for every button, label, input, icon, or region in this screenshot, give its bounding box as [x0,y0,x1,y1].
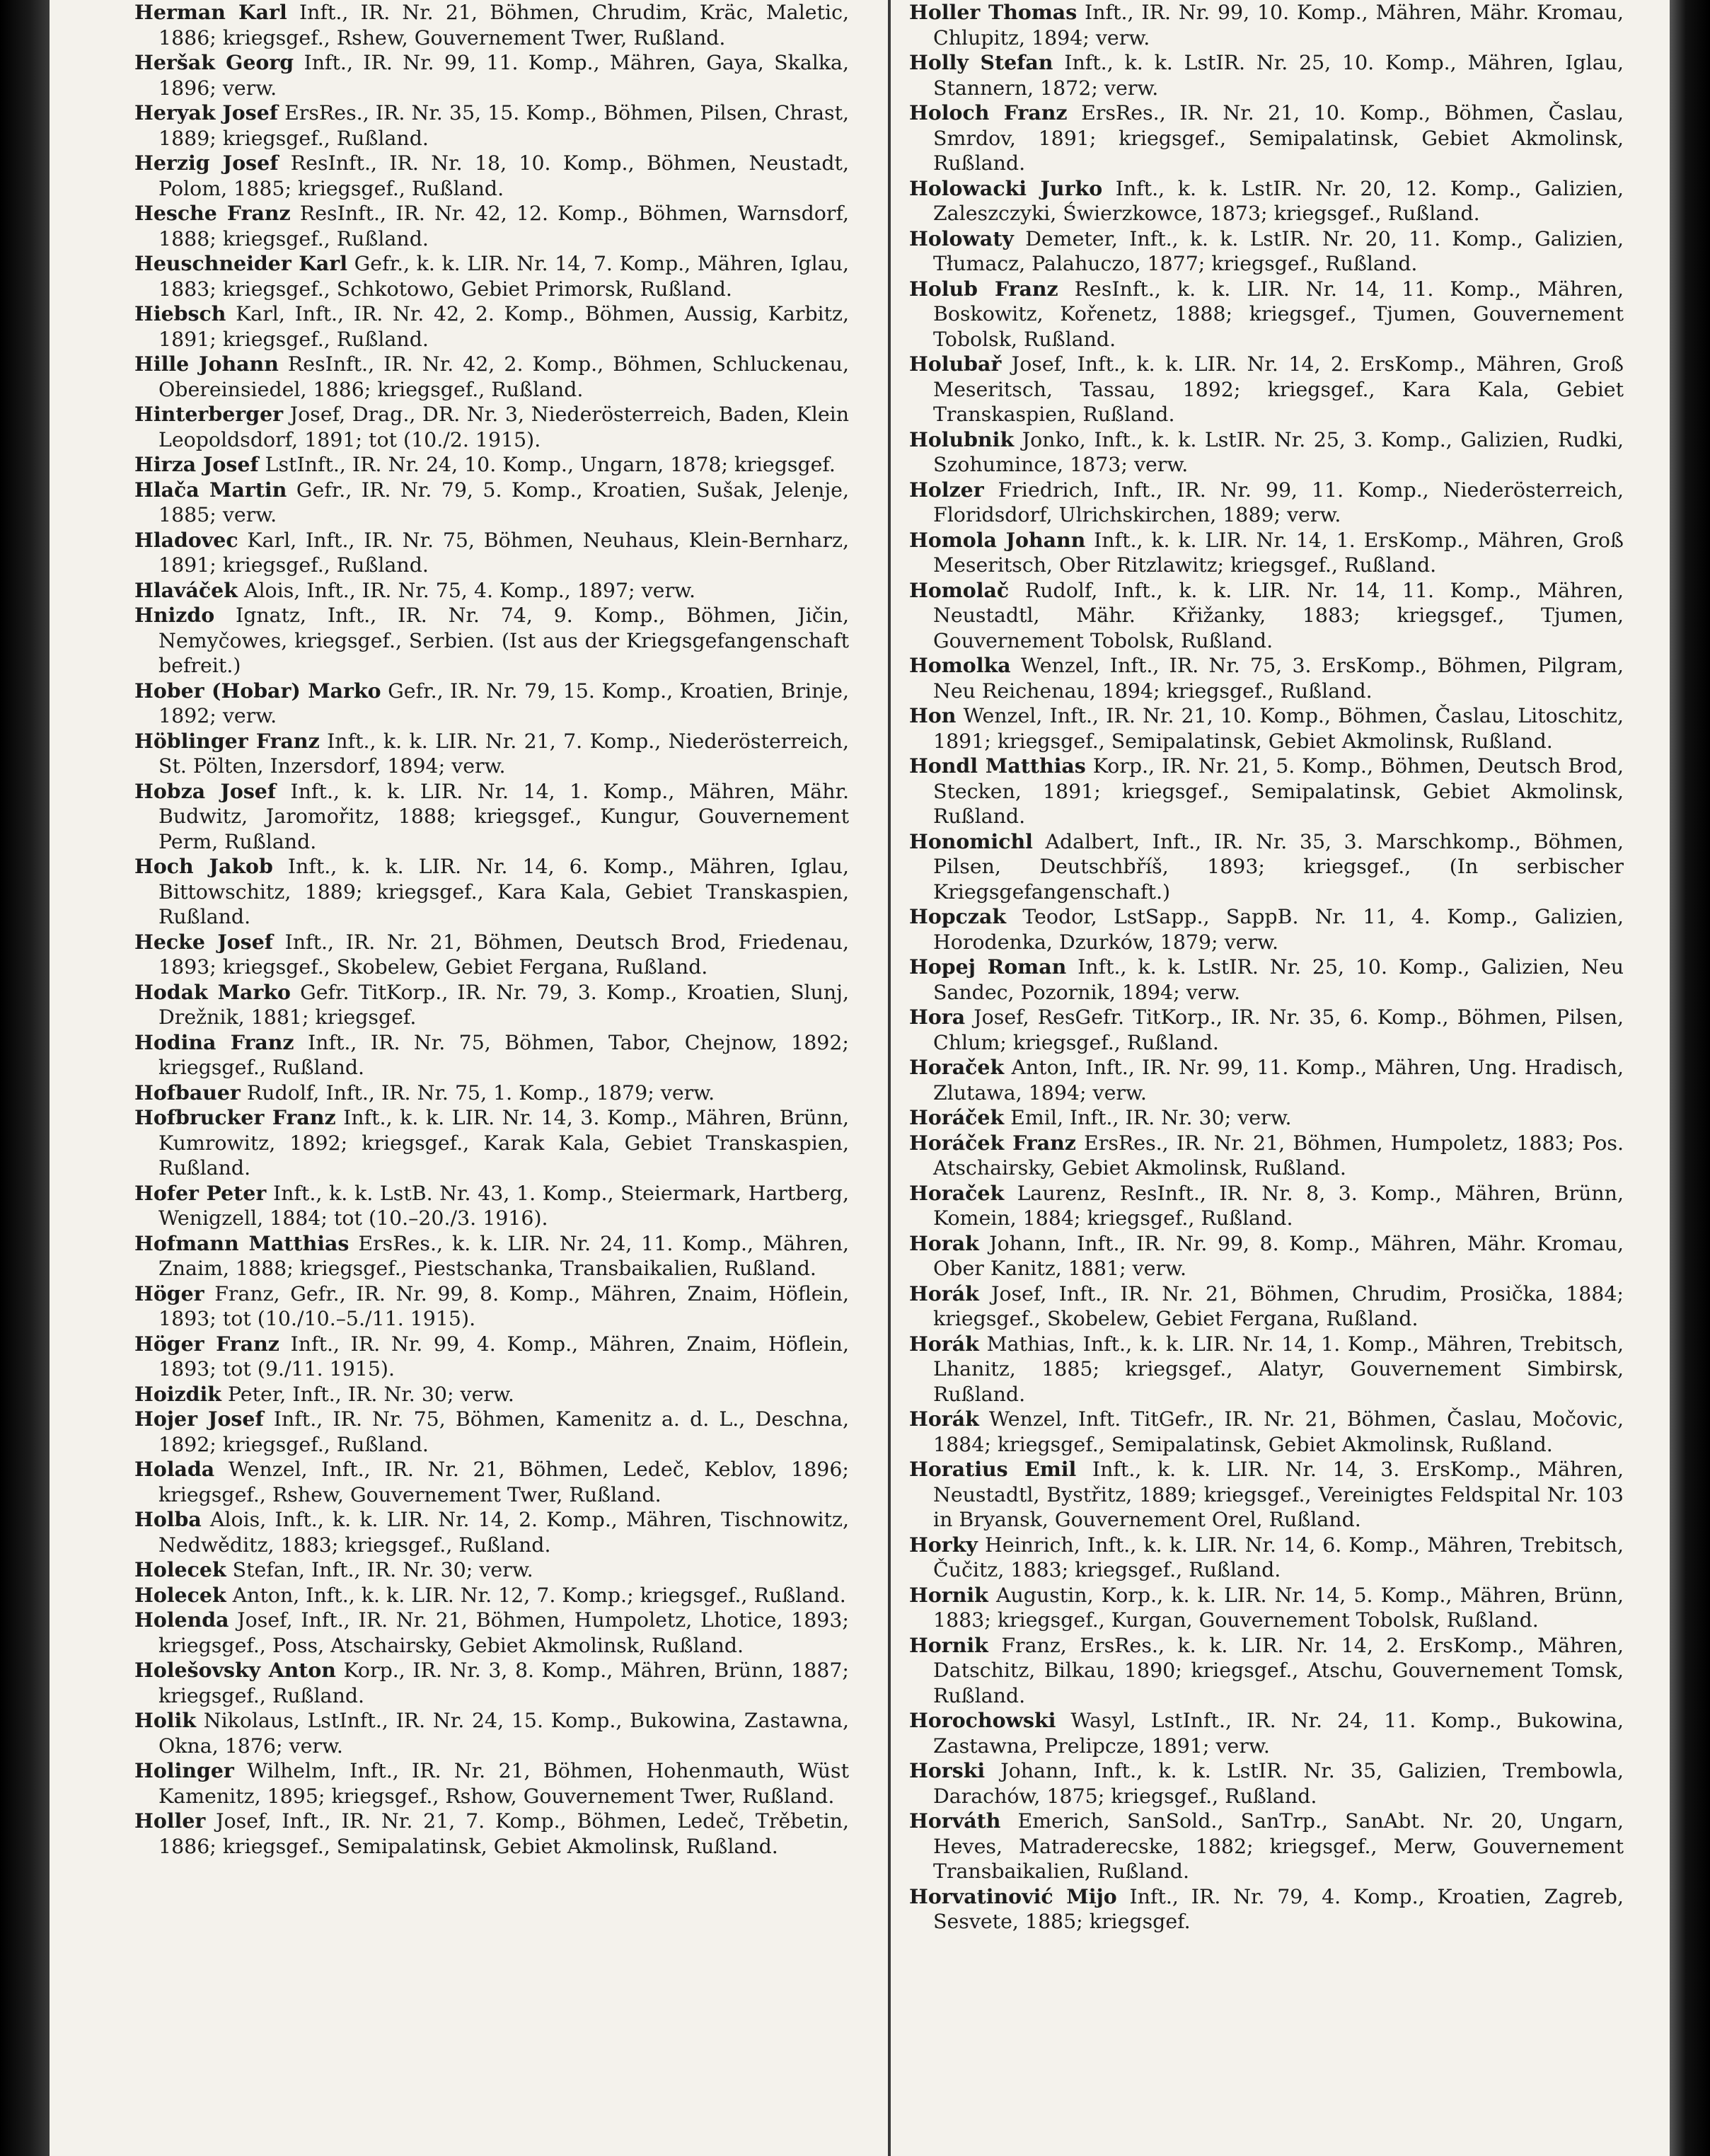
entry-surname: Hon [909,703,957,727]
entry-details: Korp., IR. Nr. 21, 5. Komp., Böhmen, Deutsch Brod, Stecken, 1891; kriegsgef., Semipalatinsk, Gebiet Akmolinsk, Rußland. [933,754,1624,828]
register-entry [909,578,1624,654]
register-entry [909,50,1624,100]
register-entry [134,1231,849,1281]
entry-surname: Hlača Martin [134,477,287,502]
entry-details: Gefr., k. k. LIR. Nr. 14, 7. Komp., Mähren, Iglau, 1883; kriegsgef., Schkotowo, Gebiet Primorsk, Rußland. [158,252,849,301]
entry-surname: Herzig Josef [134,151,279,175]
entry-details: Inft., IR. Nr. 21, Böhmen, Chrudim, Kräc, Maletic, 1886; kriegsgef., Rshew, Gouvernement Twer, Rußland. [158,1,849,50]
entry-details: Anton, Inft., IR. Nr. 99, 11. Komp., Mähren, Ung. Hradisch, Zlutawa, 1894; verw. [933,1056,1624,1105]
entry-surname: Hille Johann [134,352,279,376]
page-edge-right [1670,0,1710,2156]
entry-details: LstInft., IR. Nr. 24, 10. Komp., Ungarn, 1878; kriegsgef. [258,453,836,476]
entry-details: Peter, Inft., IR. Nr. 30; verw. [221,1382,514,1406]
entry-details: Josef, ResGefr. TitKorp., IR. Nr. 35, 6. Komp., Böhmen, Pilsen, Chlum; kriegsgef., Rußland. [933,1005,1624,1054]
entry-details: Friedrich, Inft., IR. Nr. 99, 11. Komp., Niederösterreich, Floridsdorf, Ulrichskirchen, 1889; verw. [933,478,1624,526]
entry-surname: Horky [909,1532,978,1557]
column-divider [888,0,891,2156]
register-entry [134,1457,849,1507]
entry-details: ErsRes., IR. Nr. 35, 15. Komp., Böhmen, Pilsen, Chrast, 1889; kriegsgef., Rußland. [158,101,849,150]
entry-surname: Holešovsky Anton [134,1658,336,1682]
entry-surname: Herman Karl [134,0,287,24]
entry-surname: Hober (Hobar) Marko [134,678,381,703]
entry-surname: Hodak Marko [134,979,291,1004]
register-entry [134,729,849,779]
entry-surname: Holecek [134,1582,226,1607]
entry-surname: Holba [134,1507,202,1531]
register-entry [909,904,1624,955]
entry-details: Johann, Inft., IR. Nr. 99, 8. Komp., Mähren, Mähr. Kromau, Ober Kanitz, 1881; verw. [933,1231,1624,1280]
register-entry [134,478,849,528]
register-entry [134,452,849,478]
entry-details: Wenzel, Inft. TitGefr., IR. Nr. 21, Böhmen, Časlau, Močovic, 1884; kriegsgef., Semipalatinsk, Gebiet Akmolinsk, Rußland. [933,1407,1624,1456]
entry-details: Adalbert, Inft., IR. Nr. 35, 3. Marschkomp., Böhmen, Pilsen, Deutschbříš, 1893; kriegsgef., (In serbischer Kriegsgefangenschaft.) [933,829,1624,904]
register-entry [909,1583,1624,1633]
entry-surname: Holly Stefan [909,50,1053,74]
register-entry [134,930,849,980]
register-entry [134,1105,849,1181]
entry-surname: Hofer Peter [134,1180,267,1205]
entry-surname: Horáček [909,1105,1005,1129]
entry-surname: Horáček Franz [909,1130,1076,1155]
entry-details: Augustin, Korp., k. k. LIR. Nr. 14, 5. Komp., Mähren, Brünn, 1883; kriegsgef., Kurgan, Gouvernement Tobolsk, Rußland. [933,1583,1624,1632]
entry-surname: Holenda [134,1608,229,1632]
register-entry [134,1809,849,1859]
entry-surname: Horák [909,1281,979,1305]
entry-surname: Hopczak [909,904,1007,928]
entry-surname: Hondl Matthias [909,754,1086,778]
register-entry [909,478,1624,528]
entry-surname: Hiebsch [134,301,226,325]
register-entry [909,1332,1624,1407]
register-entry [909,1758,1624,1809]
entry-details: ErsRes., IR. Nr. 21, Böhmen, Humpoletz, 1883; Pos. Atschairsky, Gebiet Akmolinsk, Rußland. [933,1131,1624,1180]
entry-details: Inft., k. k. LstIR. Nr. 25, 10. Komp., Mähren, Iglau, Stannern, 1872; verw. [933,51,1624,100]
entry-details: Wilhelm, Inft., IR. Nr. 21, Böhmen, Hohenmauth, Wüst Kamenitz, 1895; kriegsgef., Rshow, Gouvernement Twer, Rußland. [158,1759,849,1808]
register-entry [909,277,1624,352]
entry-surname: Horaček [909,1180,1005,1205]
register-entry [909,754,1624,829]
register-entry [909,1884,1624,1935]
register-entry [909,703,1624,754]
register-entry [134,779,849,855]
entry-details: Korp., IR. Nr. 3, 8. Komp., Mähren, Brünn, 1887; kriegsgef., Rußland. [158,1659,849,1707]
register-entry [909,653,1624,703]
register-entry [909,1105,1624,1131]
register-entry [134,0,849,50]
entry-details: ErsRes., IR. Nr. 21, 10. Komp., Böhmen, Časlau, Smrdov, 1891; kriegsgef., Semipalatinsk, Gebiet Akmolinsk, Rußland. [933,101,1624,175]
register-entry [909,1809,1624,1884]
entry-surname: Horochowski [909,1708,1056,1732]
entry-surname: Hofmann Matthias [134,1230,349,1255]
register-entry [134,1080,849,1106]
register-entry [909,1533,1624,1583]
entry-surname: Hesche Franz [134,201,291,225]
register-entry [134,402,849,452]
entry-surname: Horák [909,1407,979,1431]
register-entry [909,528,1624,578]
register-entry [134,1507,849,1557]
right-column [909,0,1624,2156]
entry-surname: Horvatinović Mijo [909,1884,1117,1908]
entry-surname: Hojer Josef [134,1407,264,1431]
register-entry [134,50,849,100]
entry-surname: Hopej Roman [909,955,1067,979]
entry-details: Wasyl, LstInft., IR. Nr. 24, 11. Komp., Bukowina, Zastawna, Prelipcze, 1891; verw. [933,1709,1624,1758]
entry-details: ResInft., IR. Nr. 42, 12. Komp., Böhmen, Warnsdorf, 1888; kriegsgef., Rußland. [158,202,849,250]
register-entry [909,176,1624,226]
register-entry [134,1608,849,1658]
entry-surname: Heuschneider Karl [134,251,348,275]
entry-surname: Hirza Josef [134,452,259,476]
entry-details: ErsRes., k. k. LIR. Nr. 24, 11. Komp., Mähren, Znaim, 1888; kriegsgef., Piestschanka, Transbaikalien, Rußland. [158,1231,849,1280]
entry-details: Alois, Inft., k. k. LIR. Nr. 14, 2. Komp., Mähren, Tischnowitz, Nedwěditz, 1883; kriegsgef., Rußland. [158,1508,849,1557]
entry-surname: Höger Franz [134,1331,279,1356]
register-entry [909,829,1624,905]
entry-details: Franz, Gefr., IR. Nr. 99, 8. Komp., Mähren, Znaim, Höflein, 1893; tot (10./10.–5./11. 1915). [158,1281,849,1330]
register-entry [909,1708,1624,1758]
entry-surname: Horváth [909,1809,1001,1833]
entry-surname: Hlaváček [134,577,238,602]
entry-details: Inft., k. k. LIR. Nr. 14, 1. Komp., Mähren, Mähr. Budwitz, Jaromořitz, 1888; kriegsgef., Kungur, Gouvernement Perm, Rußland. [158,779,849,853]
entry-surname: Holecek [134,1557,226,1581]
register-entry [134,1557,849,1583]
entry-surname: Holler Thomas [909,0,1078,24]
entry-details: Wenzel, Inft., IR. Nr. 21, Böhmen, Ledeč, Keblov, 1896; kriegsgef., Rshew, Gouvernement Twer, Rußland. [158,1458,849,1506]
entry-surname: Hornik [909,1632,988,1657]
entry-details: Inft., k. k. LIR. Nr. 14, 6. Komp., Mähren, Iglau, Bittowschitz, 1889; kriegsgef., Kara Kala, Gebiet Transkaspien, Rußland. [158,855,849,928]
entry-details: Inft., k. k. LIR. Nr. 14, 3. Komp., Mähren, Brünn, Kumrowitz, 1892; kriegsgef., Karak Kala, Gebiet Transkaspien, Rußland. [158,1106,849,1180]
entry-details: Emerich, SanSold., SanTrp., SanAbt. Nr. 20, Ungarn, Heves, Matraderecske, 1882; kriegsgef., Merw, Gouvernement Transbaikalien, Rußland. [933,1809,1624,1883]
register-entry [134,1583,849,1608]
register-entry [134,980,849,1030]
entry-details: Anton, Inft., k. k. LIR. Nr. 12, 7. Komp.; kriegsgef., Rußland. [226,1583,846,1607]
entry-surname: Holler [134,1809,206,1833]
register-entry [909,1005,1624,1055]
register-entry [909,955,1624,1005]
register-entry [909,427,1624,478]
entry-details: Stefan, Inft., IR. Nr. 30; verw. [226,1558,533,1581]
left-column [134,0,849,2156]
register-entry [909,1457,1624,1533]
entry-surname: Hoch Jakob [134,854,273,878]
entry-details: Gefr. TitKorp., IR. Nr. 79, 3. Komp., Kroatien, Slunj, Drežnik, 1881; kriegsgef. [158,980,849,1029]
entry-surname: Holinger [134,1758,234,1782]
entry-surname: Holowacki Jurko [909,175,1103,200]
entry-surname: Hoizdik [134,1381,221,1406]
entry-details: Johann, Inft., k. k. LstIR. Nr. 35, Galizien, Trembowla, Darachów, 1875; kriegsgef., Rußland. [933,1759,1624,1808]
entry-details: Inft., k. k. LIR. Nr. 14, 1. ErsKomp., Mähren, Groß Meseritsch, Ober Ritzlawitz; kriegsgef., Rußland. [933,528,1624,577]
register-entry [134,854,849,930]
register-entry [909,1231,1624,1281]
register-entry [134,1332,849,1382]
entry-details: Mathias, Inft., k. k. LIR. Nr. 14, 1. Komp., Mähren, Trebitsch, Lhanitz, 1885; kriegsgef., Alatyr, Gouvernement Simbirsk, Rußland. [933,1332,1624,1406]
register-entry [134,1382,849,1407]
register-entry [909,100,1624,176]
entry-details: Wenzel, Inft., IR. Nr. 75, 3. ErsKomp., Böhmen, Pilgram, Neu Reichenau, 1894; kriegsgef., Rußland. [933,654,1624,703]
entry-details: Josef, Inft., IR. Nr. 21, 7. Komp., Böhmen, Ledeč, Trěbetin, 1886; kriegsgef., Semipalatinsk, Gebiet Akmolinsk, Rußland. [158,1809,849,1858]
entry-details: Inft., IR. Nr. 79, 4. Komp., Kroatien, Zagreb, Sesvete, 1885; kriegsgef. [933,1884,1624,1933]
entry-surname: Holik [134,1708,197,1732]
entry-surname: Horski [909,1758,986,1782]
register-entry [909,1407,1624,1457]
entry-details: Demeter, Inft., k. k. LstIR. Nr. 20, 11. Komp., Galizien, Tłumacz, Palahuczo, 1877; kriegsgef., Rußland. [933,226,1624,275]
register-entry [134,1181,849,1231]
register-entry [909,1281,1624,1332]
entry-surname: Heryak Josef [134,100,278,125]
entry-details: Inft., IR. Nr. 21, Böhmen, Deutsch Brod, Friedenau, 1893; kriegsgef., Skobelew, Gebiet Fergana, Rußland. [158,930,849,979]
entry-surname: Hecke Josef [134,929,273,954]
register-entry [134,1658,849,1708]
entry-surname: Höblinger Franz [134,728,320,753]
entry-surname: Hnizdo [134,603,215,627]
entry-surname: Holzer [909,477,984,502]
entry-details: Inft., IR. Nr. 75, Böhmen, Tabor, Chejnow, 1892; kriegsgef., Rußland. [158,1030,849,1079]
entry-details: Emil, Inft., IR. Nr. 30; verw. [1004,1106,1292,1129]
entry-details: Inft., k. k. LstB. Nr. 43, 1. Komp., Steiermark, Hartberg, Wenigzell, 1884; tot (10.–20./3. 1916). [158,1181,849,1230]
register-entry [134,528,849,578]
entry-details: Josef, Inft., IR. Nr. 21, Böhmen, Chrudim, Prosička, 1884; kriegsgef., Skobelew, Gebiet Fergana, Rußland. [933,1281,1624,1330]
entry-details: Gefr., IR. Nr. 79, 5. Komp., Kroatien, Sušak, Jelenje, 1885; verw. [158,478,849,526]
entry-surname: Hornik [909,1582,988,1607]
entry-details: Inft., IR. Nr. 99, 4. Komp., Mähren, Znaim, Höflein, 1893; tot (9./11. 1915). [158,1332,849,1380]
entry-surname: Holubnik [909,427,1015,451]
register-entry [909,0,1624,50]
entry-details: Inft., k. k. LIR. Nr. 14, 3. ErsKomp., Mähren, Neustadtl, Bystřitz, 1889; kriegsgef., Vereinigtes Feldspital Nr. 103 in Bryansk, Gouvernement Orel, Rußland. [933,1458,1624,1531]
entry-surname: Hora [909,1005,966,1029]
entry-details: Karl, Inft., IR. Nr. 42, 2. Komp., Böhmen, Aussig, Karbitz, 1891; kriegsgef., Rußland. [158,302,849,351]
entry-surname: Horatius Emil [909,1457,1077,1481]
entry-details: Inft., IR. Nr. 75, Böhmen, Kamenitz a. d. L., Deschna, 1892; kriegsgef., Rußland. [158,1407,849,1456]
entry-details: Gefr., IR. Nr. 79, 15. Komp., Kroatien, Brinje, 1892; verw. [158,679,849,727]
entry-details: ResInft., k. k. LIR. Nr. 14, 11. Komp., Mähren, Boskowitz, Kořenetz, 1888; kriegsgef., Tjumen, Gouvernement Tobolsk, Rußland. [933,277,1624,351]
entry-details: Teodor, LstSapp., SappB. Nr. 11, 4. Komp., Galizien, Horodenka, Dzurków, 1879; verw. [933,905,1624,954]
entry-surname: Heršak Georg [134,50,294,74]
entry-surname: Holada [134,1457,215,1481]
entry-details: Inft., IR. Nr. 99, 11. Komp., Mähren, Gaya, Skalka, 1896; verw. [158,51,849,100]
register-entry [134,1281,849,1332]
register-entry [134,100,849,151]
entry-surname: Homolač [909,577,1010,602]
entry-details: Josef, Inft., IR. Nr. 21, Böhmen, Humpoletz, Lhotice, 1893; kriegsgef., Poss, Atschairsky, Gebiet Akmolinsk, Rußland. [158,1608,849,1657]
entry-surname: Hodina Franz [134,1030,294,1054]
entry-details: Inft., k. k. LstIR. Nr. 25, 10. Komp., Galizien, Neu Sandec, Pozornik, 1894; verw. [933,955,1624,1004]
entry-details: Laurenz, ResInft., IR. Nr. 8, 3. Komp., Mähren, Brünn, Komein, 1884; kriegsgef., Rußland. [933,1181,1624,1230]
entry-details: Rudolf, Inft., k. k. LIR. Nr. 14, 11. Komp., Mähren, Neustadtl, Mähr. Křižanky, 1883; kriegsgef., Tjumen, Gouvernement Tobolsk, Rußland. [933,578,1624,652]
register-entry [909,1633,1624,1709]
entry-surname: Horák [909,1331,979,1356]
page-edge-left [0,0,50,2156]
entry-details: Karl, Inft., IR. Nr. 75, Böhmen, Neuhaus, Klein-Bernharz, 1891; kriegsgef., Rußland. [158,528,849,577]
entry-surname: Hladovec [134,527,238,552]
entry-surname: Homola Johann [909,527,1086,552]
entry-details: Franz, ErsRes., k. k. LIR. Nr. 14, 2. ErsKomp., Mähren, Datschitz, Bilkau, 1890; kriegsgef., Atschu, Gouvernement Tomsk, Rußland. [933,1633,1624,1707]
entry-details: Jonko, Inft., k. k. LstIR. Nr. 25, 3. Komp., Galizien, Rudki, Szohumince, 1873; verw. [933,427,1624,476]
register-entry [134,151,849,201]
entry-details: Josef, Drag., DR. Nr. 3, Niederösterreich, Baden, Klein Leopoldsdorf, 1891; tot (10./2. 1915). [158,403,849,451]
entry-details: Heinrich, Inft., k. k. LIR. Nr. 14, 6. Komp., Mähren, Trebitsch, Čučitz, 1883; kriegsgef., Rußland. [933,1533,1624,1581]
entry-surname: Holowaty [909,226,1014,250]
register-entry [134,1407,849,1457]
entry-surname: Horak [909,1230,979,1255]
entry-surname: Hofbrucker Franz [134,1105,336,1129]
entry-details: Wenzel, Inft., IR. Nr. 21, 10. Komp., Böhmen, Časlau, Litoschitz, 1891; kriegsgef., Semipalatinsk, Gebiet Akmolinsk, Rußland. [933,704,1624,753]
register-entry [909,1055,1624,1105]
entry-details: Nikolaus, LstInft., IR. Nr. 24, 15. Komp., Bukowina, Zastawna, Okna, 1876; verw. [158,1709,849,1758]
entry-details: Rudolf, Inft., IR. Nr. 75, 1. Komp., 1879; verw. [240,1080,715,1105]
entry-surname: Holoch Franz [909,100,1068,125]
register-entry [134,1708,849,1758]
entry-details: Inft., k. k. LstIR. Nr. 20, 12. Komp., Galizien, Zaleszczyki, Świerzkowce, 1873; kriegsgef., Rußland. [933,176,1624,225]
entry-details: ResInft., IR. Nr. 42, 2. Komp., Böhmen, Schluckenau, Obereinsiedel, 1886; kriegsgef., Rußland. [158,352,849,401]
entry-surname: Hinterberger [134,402,284,426]
register-entry [134,201,849,251]
register-entry [909,1181,1624,1231]
register-entry [134,1030,849,1080]
register-entry [909,226,1624,277]
register-entry [134,679,849,729]
register-entry [134,578,849,604]
entry-surname: Holubař [909,352,1002,376]
entry-details: Alois, Inft., IR. Nr. 75, 4. Komp., 1897; verw. [237,578,695,602]
entry-details: ResInft., IR. Nr. 18, 10. Komp., Böhmen, Neustadt, Polom, 1885; kriegsgef., Rußland. [158,151,849,200]
register-entry [134,352,849,402]
entry-surname: Homolka [909,653,1011,677]
register-entry [909,352,1624,427]
entry-surname: Hofbauer [134,1080,241,1105]
register-entry [134,1758,849,1809]
entry-details: Josef, Inft., k. k. LIR. Nr. 14, 2. ErsKomp., Mähren, Groß Meseritsch, Tassau, 1892; kriegsgef., Kara Kala, Gebiet Transkaspien, Rußland. [933,352,1624,426]
register-entry [909,1131,1624,1181]
entry-surname: Holub Franz [909,276,1058,301]
entry-details: Inft., k. k. LIR. Nr. 21, 7. Komp., Niederösterreich, St. Pölten, Inzersdorf, 1894; verw. [158,729,849,778]
entry-surname: Horaček [909,1055,1005,1079]
register-entry [134,251,849,301]
entry-surname: Honomichl [909,829,1033,853]
entry-surname: Hobza Josef [134,778,277,803]
entry-surname: Höger [134,1281,204,1305]
entry-details: Ignatz, Inft., IR. Nr. 74, 9. Komp., Böhmen, Jičin, Nemyčowes, kriegsgef., Serbien. (Ist aus der Kriegsgefangenschaft befreit.) [158,604,849,677]
register-entry [134,603,849,679]
entry-details: Inft., IR. Nr. 99, 10. Komp., Mähren, Mähr. Kromau, Chlupitz, 1894; verw. [933,1,1624,50]
register-entry [134,301,849,352]
